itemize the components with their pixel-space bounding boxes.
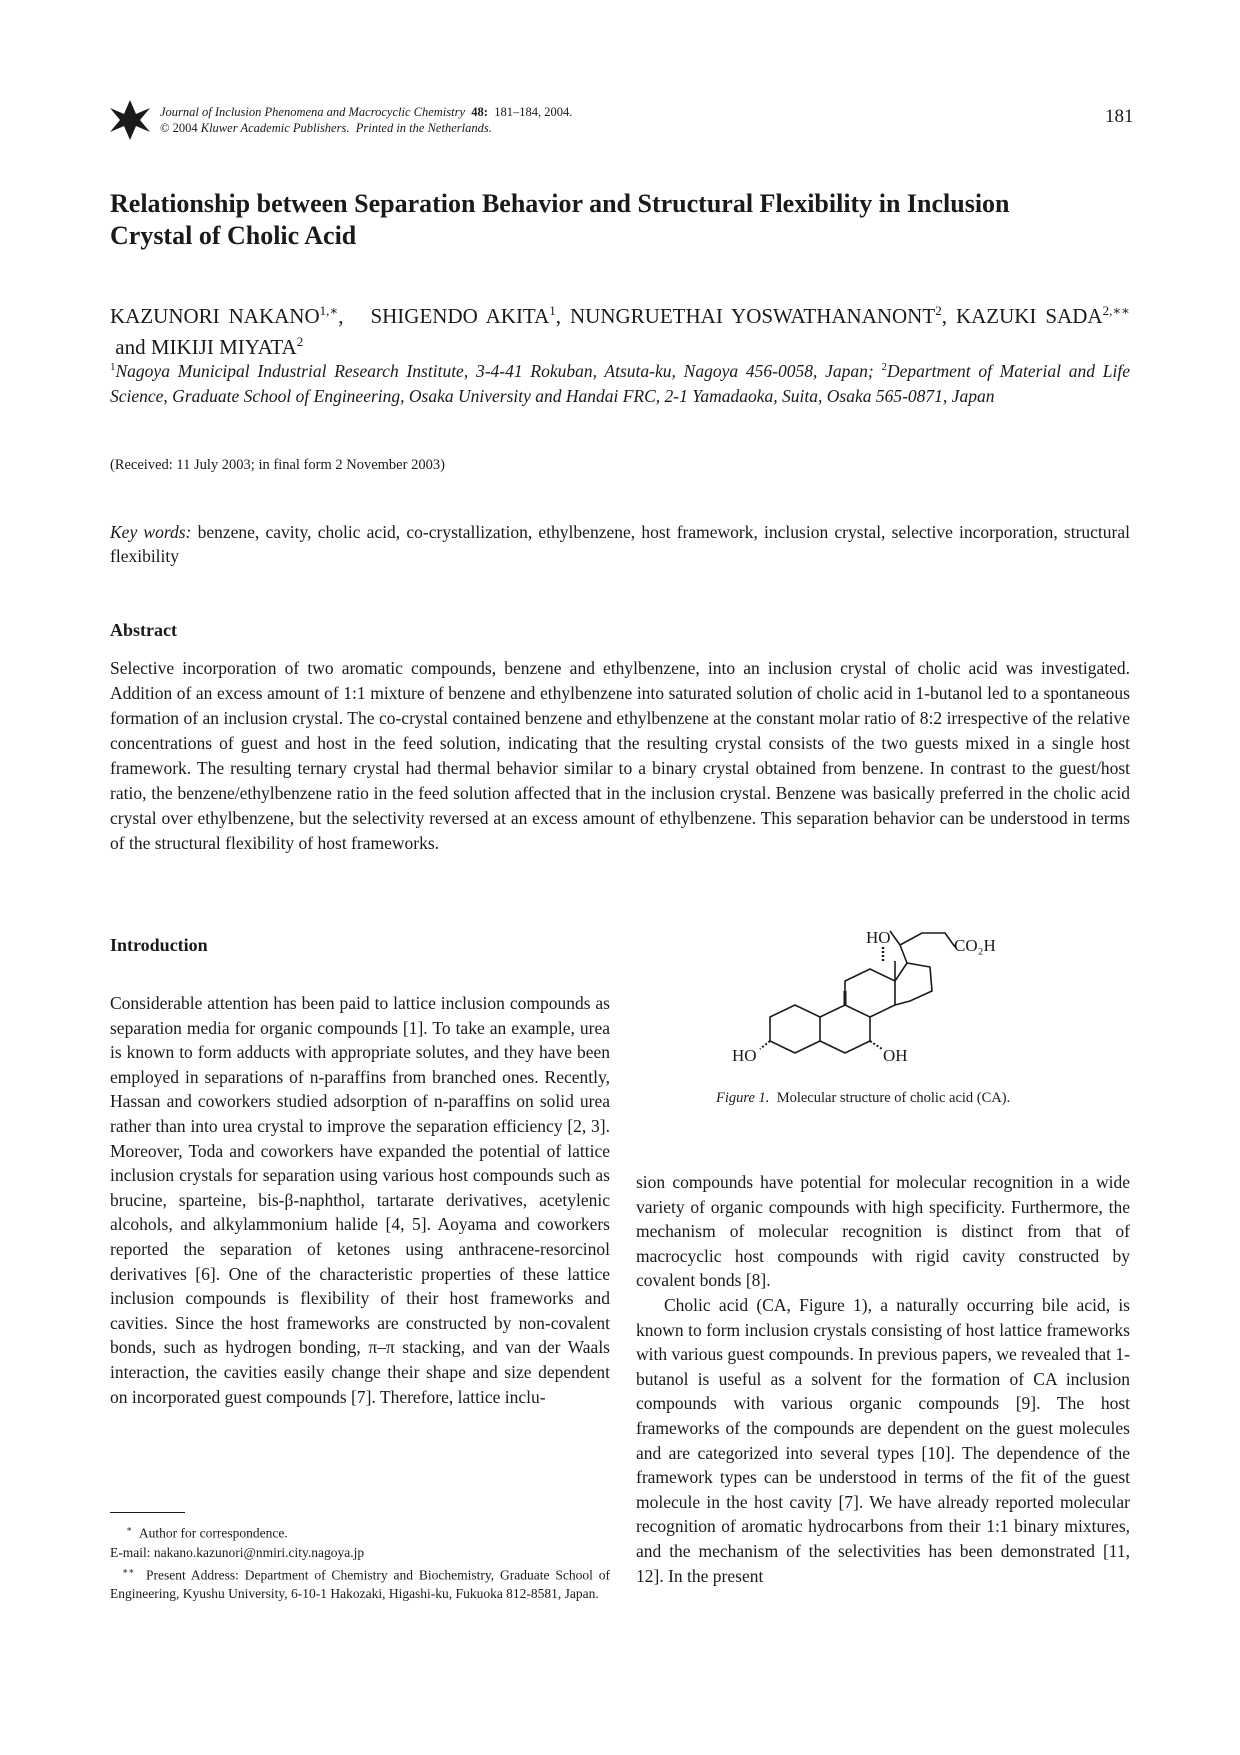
intro-right-column [636,1170,1130,1588]
author-separator: , [338,304,371,328]
journal-pages: 181–184, 2004. [494,105,573,119]
label-ho-top: HO [866,928,891,947]
author-list [110,298,1130,360]
affil-1: Nagoya Municipal Industrial Research Institute, 3-4-41 Rokuban, Atsuta-ku, Nagoya 456-0058, Japan; [115,360,882,381]
figure-caption-text: Molecular structure of cholic acid (CA). [776,1090,1011,1106]
author-name: NUNGRUETHAI YOSWATHANANONT [570,304,936,328]
affil-1-mark: 1 [110,361,116,373]
author-affil-mark: 2 [296,334,304,349]
intro-heading: Introduction [110,935,208,955]
abstract-heading: Abstract [110,620,177,640]
footnote-1-mark: ∗ [126,1524,133,1534]
paper-title: Relationship between Separation Behavior and Structural Flexibility in Inclusion Crystal of Cholic Acid [110,189,1010,250]
label-co2h: CO₂H [954,936,996,955]
keywords [110,520,1130,568]
keywords-label: Key words: [110,522,192,542]
author-affil-mark: 1 [549,303,556,318]
intro-left-paragraph: Considerable attention has been paid to lattice inclusion compounds as separation media for organic compounds [1]. To take an example, urea is known to form adducts with appropriate solutes, and they have been employed in separations of n-paraffins from branched ones. Recently, Hassan and coworkers studied adsorption of n-paraffins on solid urea rather than into urea crystal to improve the separation efficiency [2, 3]. Moreover, Toda and coworkers have expanded the potential of lattice inclusion crystals for separation using various host compounds such as brucine, sparteine, bis-β-naphthol, tartarate derivatives, acetylenic alcohols, and alkylammonium halide [4, 5]. Aoyama and coworkers reported the separation of ketones using anthracene-resorcinol derivatives [6]. One of the characteristic properties of these lattice inclusion compounds is flexibility of their host frameworks and cavities. Since the host frameworks are constructed by non-covalent bonds, such as hydrogen bonding, π–π stacking, and van der Waals interaction, the cavities easily change their shape and size dependent on incorporated guest compounds [7]. Therefore, lattice inclu- [110,993,610,1407]
author-affil-mark: 1,∗ [319,303,339,318]
label-ho-left: HO [732,1046,757,1065]
footnote-rule [110,1512,185,1513]
figure-caption-label: Figure 1. [716,1090,770,1106]
author-name: SHIGENDO AKITA [370,304,550,328]
received-dates: (Received: 11 July 2003; in final form 2 November 2003) [110,457,445,473]
intro-right-paragraph-2: Cholic acid (CA, Figure 1), a naturally occurring bile acid, is known to form inclusion crystals consisting of host lattice frameworks with various guest compounds. In previous papers, we revealed that 1-butanol is useful as a solvent for the formation of CA inclusion compounds with various organic compounds [9]. The host frameworks of the compounds are dependent on the guest molecules and are categorized into several types [10]. The dependence of the framework types can be understood in terms of the fit of the guest molecule in the host cavity [7]. We have already reported molecular recognition of aromatic hydrocarbons from their 1:1 binary mixtures, and the mechanism of the selectivities has been demonstrated [11, 12]. In the present [636,1294,1130,1586]
author-name: KAZUNORI NAKANO [110,304,320,328]
footnote-2-mark: ∗∗ [122,1565,135,1576]
abstract-text: Selective incorporation of two aromatic compounds, benzene and ethylbenzene, into an inclusion crystal of cholic acid was investigated. Addition of an excess amount of 1:1 mixture of benzene and ethylbenzene into saturated solution of cholic acid in 1-butanol led to a spontaneous formation of an inclusion crystal. The co-crystal contained benzene and ethylbenzene at the constant molar ratio of 8:2 irrespective of the relative concentrations of guest and host in the feed solution, indicating that the resulting crystal consists of the two guests mixed in a single host framework. The resulting ternary crystal had thermal behavior similar to a binary crystal obtained from benzene. In contrast to the guest/host ratio, the benzene/ethylbenzene ratio in the feed solution affected that in the inclusion crystal. Benzene was basically preferred in the cholic acid crystal over ethylbenzene, but the selectivity reversed at an excess amount of ethylbenzene. This separation behavior can be understood in terms of the structural flexibility of host frameworks. [110,658,1130,853]
author-name: MIKIJI MIYATA [150,335,297,359]
footnote-2-text: Present Address: Department of Chemistry and Biochemistry, Graduate School of Engineering, Kyushu University, 6-10-1 Hakozaki, Higashi-ku, Fukuoka 812-8581, Japan. [110,1567,610,1601]
journal-name: Journal of Inclusion Phenomena and Macrocyclic Chemistry [160,105,466,119]
footnote-1-text: Author for correspondence. [138,1525,288,1541]
footnotes [110,1520,610,1603]
publisher: Kluwer Academic Publishers. [200,121,350,135]
affil-2: Department of Material and Life Science, Graduate School of Engineering, Osaka University and Handai FRC, 2-1 Yamadaoka, Suita, Osaka 565-0871, Japan [110,360,1130,406]
footnote-email: E-mail: nakano.kazunori@nmiri.city.nagoya.jp [110,1544,365,1560]
printed-note: Printed in the Netherlands. [355,121,492,135]
author-name: KAZUKI SADA [955,304,1103,328]
publisher-logo [110,100,150,140]
journal-citation [160,104,572,136]
intro-right-paragraph-1: sion compounds have potential for molecular recognition in a wide variety of organic compounds with high specificity. Furthermore, the mechanism of molecular recognition is distinct from that of macrocyclic host compounds with rigid cavity constructed by covalent bonds [8]. [636,1172,1130,1291]
cholic-acid-structure-figure [732,925,1040,1085]
author-affil-mark: 2 [935,303,942,318]
author-separator: , [555,304,570,328]
label-oh-right: OH [883,1046,908,1065]
affiliations [110,355,1130,409]
journal-volume: 48: [471,105,488,119]
figure-caption [716,1090,1010,1107]
author-separator: , [941,304,956,328]
page-number: 181 [1105,106,1134,127]
author-separator: and [110,335,151,359]
copyright: © 2004 [160,121,198,135]
affil-2-mark: 2 [881,361,887,373]
author-affil-mark: 2,∗∗ [1102,303,1131,318]
keywords-text: benzene, cavity, cholic acid, co-crystallization, ethylbenzene, host framework, inclusion crystal, selective incorporation, structural flexibility [110,522,1130,566]
intro-left-column [110,991,610,1409]
